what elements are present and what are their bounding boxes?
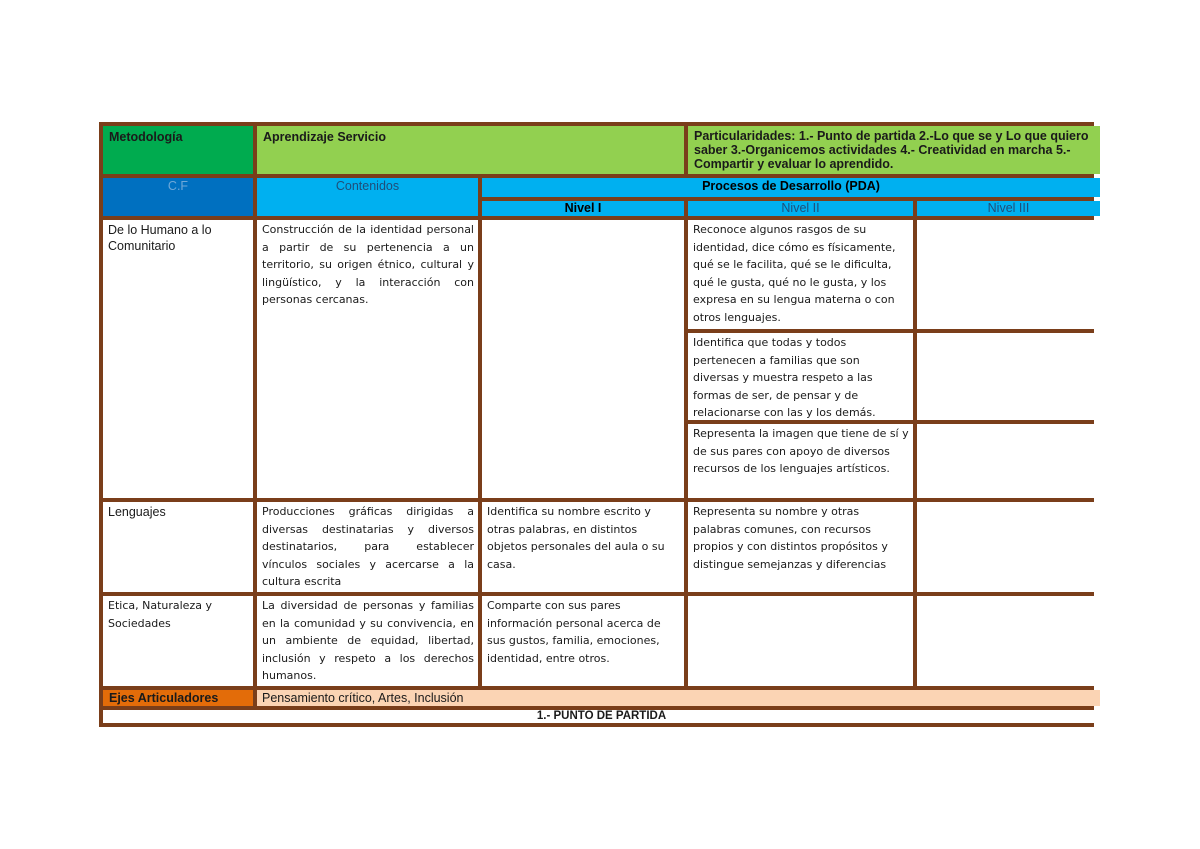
nivel-3-cell	[917, 502, 1100, 592]
planning-table	[99, 122, 1094, 727]
cf-lenguajes: Lenguajes	[103, 502, 253, 592]
nivel-1-cell-humano	[482, 220, 684, 498]
cf-humano-comunitario: De lo Humano a lo Comunitario	[103, 220, 253, 498]
particularidades-text: Particularidades: 1.- Punto de partida 2.-Lo que se y Lo que quiero saber 3.-Organicemos actividades 4.- Creatividad en marcha 5.-Compartir y evaluar lo aprendido.	[688, 126, 1100, 174]
pda-nivel1-comparte: Comparte con sus pares información personal acerca de sus gustos, familia, emociones, identidad, entre otros.	[482, 596, 684, 686]
nivel-2-cell-etica	[688, 596, 913, 686]
nivel-3-cell	[917, 220, 1100, 329]
contenido-diversidad-familias: La diversidad de personas y familias en la comunidad y su convivencia, en un ambiente de equidad, libertad, inclusión y respeto a los derechos humanos.	[257, 596, 478, 686]
cf-etica-naturaleza: Etica, Naturaleza y Sociedades	[103, 596, 253, 686]
contenido-identidad: Construcción de la identidad personal a partir de su pertenencia a un territorio, su origen étnico, cultural y lingüístico, y la interacción con personas cercanas.	[257, 220, 478, 498]
pda-nivel1-nombre-escrito: Identifica su nombre escrito y otras palabras, en distintos objetos personales del aula o su casa.	[482, 502, 684, 592]
cf-header: C.F	[103, 178, 253, 216]
punto-de-partida-heading: 1.- PUNTO DE PARTIDA	[103, 710, 1100, 723]
nivel-3-cell	[917, 333, 1100, 420]
nivel-2-header: Nivel II	[688, 201, 913, 216]
metodologia-label: Metodología	[103, 126, 253, 174]
pda-rasgos-identidad: Reconoce algunos rasgos de su identidad, dice cómo es físicamente, qué se le facilita, qué se le dificulta, qué le gusta, qué no le gusta, y los expresa en su lengua materna o con otros lenguajes.	[688, 220, 913, 329]
pda-header: Procesos de Desarrollo (PDA)	[482, 178, 1100, 197]
nivel-3-header: Nivel III	[917, 201, 1100, 216]
pda-nivel2-representa-nombre: Representa su nombre y otras palabras comunes, con recursos propios y con distintos propósitos y distingue semejanzas y diferencias	[688, 502, 913, 592]
nivel-1-header: Nivel I	[482, 201, 684, 216]
contenidos-header: Contenidos	[257, 178, 478, 216]
nivel-3-cell	[917, 596, 1100, 686]
aprendizaje-servicio-label: Aprendizaje Servicio	[257, 126, 684, 174]
pda-familias-diversas: Identifica que todas y todos pertenecen a familias que son diversas y muestra respeto a las formas de ser, de pensar y de relacionarse con las y los demás.	[688, 333, 913, 420]
ejes-articuladores-label: Ejes Articuladores	[103, 690, 253, 706]
ejes-articuladores-value: Pensamiento crítico, Artes, Inclusión	[257, 690, 1100, 706]
pda-representa-imagen: Representa la imagen que tiene de sí y de sus pares con apoyo de diversos recursos de los lenguajes artísticos.	[688, 424, 913, 498]
nivel-3-cell	[917, 424, 1100, 498]
contenido-producciones-graficas: Producciones gráficas dirigidas a diversas destinatarias y diversos destinatarios, para establecer vínculos sociales y acercarse a la cultura escrita	[257, 502, 478, 592]
